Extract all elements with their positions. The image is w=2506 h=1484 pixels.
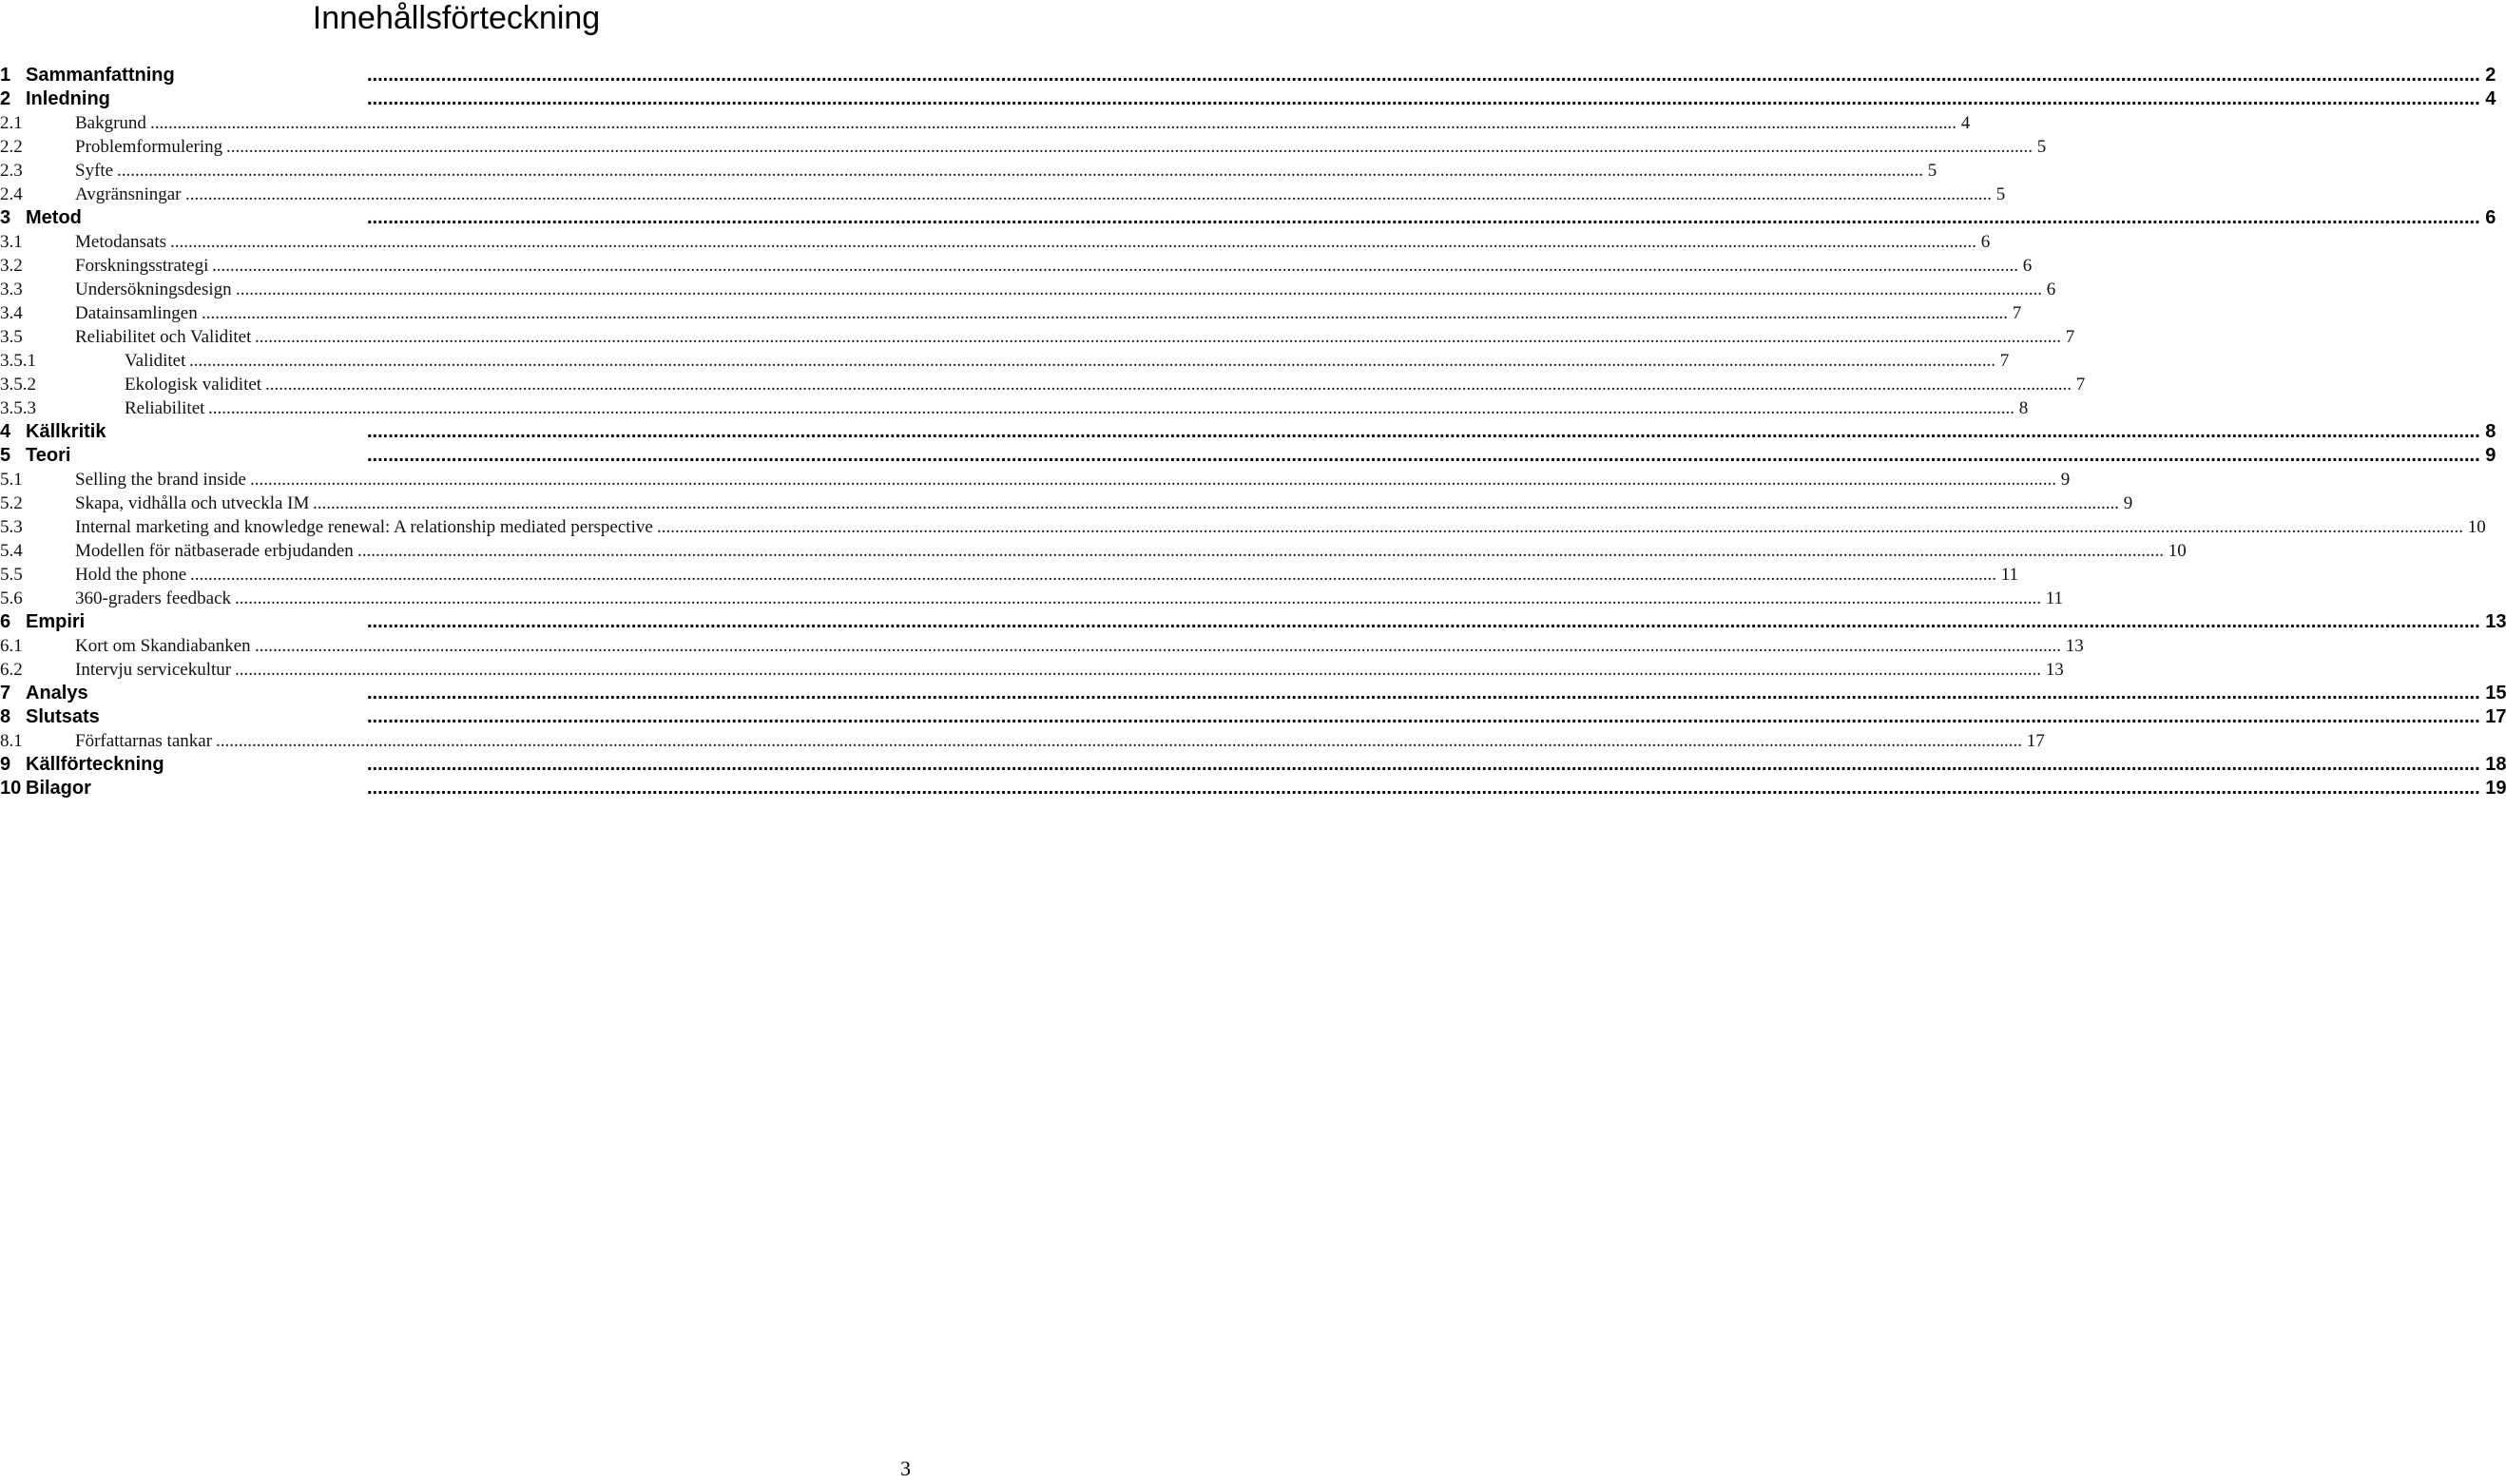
toc-entry-page: 9 [2485,445,2496,466]
toc-entry-page: 15 [2485,683,2506,703]
toc-entry-title: Forskningsstrategi [75,256,209,276]
toc-leader-dots: ................................................................................................................................................................................................................................................................................................................................................................................................................ 7 [265,375,2086,395]
toc-entry-page: 11 [2000,565,2019,585]
toc-leader-dots: ................................................................................................................................................................................................................................................................................................................................................................................................................ 7 [255,327,2075,347]
toc-entry-title: Avgränsningar [75,184,182,204]
toc-leader-dots: ................................................................................................................................................................................................................................................................................................................................................................................................................ 13 [235,660,2064,680]
toc-entry-number: 3.5 [0,327,23,347]
toc-entry-number: 5.5 [0,565,23,585]
toc-entry[interactable] [0,396,2029,420]
toc-entry[interactable] [0,373,2086,396]
toc-entry-page: 5 [1995,184,2006,204]
toc-leader-dots: ................................................................................................................................................................................................................................................................................................................................................................................................................ 13 [255,636,2084,656]
toc-entry-title: Inledning [26,88,110,109]
toc-entry[interactable] [0,610,2506,634]
toc-entry[interactable] [0,587,2064,610]
toc-entry[interactable] [0,135,2047,159]
toc-entry-page: 8 [2485,421,2496,442]
toc-leader-dots: ................................................................................................................................................................................................................................................................................................................................................................................................................ 7 [202,303,2022,323]
toc-entry-title: Reliabilitet [125,398,205,418]
toc-leader-dots: ................................................................................................................................................................................................................................................................................................................................................................................................................ 18 [367,754,2506,775]
toc-entry-title: Modellen för nätbaserade erbjudanden [75,541,354,561]
toc-entry-title: Bilagor [26,778,91,799]
toc-leader-dots: ................................................................................................................................................................................................................................................................................................................................................................................................................ 11 [235,588,2064,608]
toc-entry[interactable] [0,183,2006,206]
toc-leader-dots: ................................................................................................................................................................................................................................................................................................................................................................................................................ 7 [189,351,2010,371]
toc-leader-dots: ................................................................................................................................................................................................................................................................................................................................................................................................................ 15 [367,683,2506,703]
toc-entry-number: 3.5.3 [0,398,36,418]
toc-leader-dots: ................................................................................................................................................................................................................................................................................................................................................................................................................ 5 [226,137,2047,157]
toc-entry-page: 5 [2036,137,2047,157]
toc-entry-number: 6.2 [0,660,23,680]
toc-entry-title: Analys [26,683,88,703]
toc-leader-dots: ................................................................................................................................................................................................................................................................................................................................................................................................................ 4 [150,113,1971,133]
toc-entry[interactable] [0,634,2084,658]
toc-entry-page: 7 [1999,351,2010,371]
toc-entry-title: Ekologisk validitet [125,375,262,395]
toc-entry[interactable] [0,254,2033,278]
toc-entry-number: 3.5.2 [0,375,36,395]
toc-entry-number: 7 [0,683,11,703]
toc-leader-dots: ................................................................................................................................................................................................................................................................................................................................................................................................................ 9 [250,470,2071,490]
toc-entry-title: Författarnas tankar [75,731,213,751]
toc-entry-title: Metod [26,207,82,228]
toc-entry[interactable] [0,444,2496,468]
toc-entry-number: 10 [0,778,22,799]
toc-entry-number: 5 [0,445,11,466]
toc-entry-page: 10 [2168,541,2187,561]
toc-leader-dots: ................................................................................................................................................................................................................................................................................................................................................................................................................ 9 [313,493,2133,513]
toc-entry[interactable] [0,87,2496,111]
toc-entry[interactable] [0,491,2133,515]
toc-entry-page: 13 [2065,636,2084,656]
toc-leader-dots: ................................................................................................................................................................................................................................................................................................................................................................................................................ 10 [357,541,2187,561]
toc-leader-dots: ................................................................................................................................................................................................................................................................................................................................................................................................................ 6 [236,279,2056,299]
toc-entry-page: 18 [2485,754,2506,775]
toc-entry-number: 4 [0,421,11,442]
toc-entry-page: 4 [1960,113,1971,133]
toc-entry-number: 3.4 [0,303,23,323]
toc-entry-title: Teori [26,445,71,466]
toc-entry-number: 2 [0,88,11,109]
toc-leader-dots: ................................................................................................................................................................................................................................................................................................................................................................................................................ 10 [657,517,2486,537]
toc-entry-page: 17 [2485,706,2506,727]
toc-entry[interactable] [0,729,2045,753]
toc-entry-page: 7 [2012,303,2022,323]
toc-entry-title: Problemformulering [75,137,223,157]
toc-entry-title: Kort om Skandiabanken [75,636,251,656]
toc-entry-number: 6 [0,611,11,632]
toc-entry-page: 17 [2026,731,2045,751]
toc-entry[interactable] [0,420,2496,444]
toc-entry-page: 6 [2022,256,2033,276]
toc-entry[interactable] [0,206,2496,230]
toc-entry-page: 9 [2123,493,2133,513]
toc-entry-title: Syfte [75,161,114,181]
toc-entry-number: 2.1 [0,113,23,133]
toc-leader-dots: ................................................................................................................................................................................................................................................................................................................................................................................................................ 9 [367,445,2496,466]
toc-leader-dots: ................................................................................................................................................................................................................................................................................................................................................................................................................ 5 [185,184,2006,204]
toc-entry-title: Intervju servicekultur [75,660,232,680]
toc-leader-dots: ................................................................................................................................................................................................................................................................................................................................................................................................................ 8 [367,421,2496,442]
toc-entry-page: 8 [2018,398,2029,418]
toc-entry-title: Källkritik [26,421,106,442]
toc-entry-number: 2.2 [0,137,23,157]
toc-entry[interactable] [0,658,2064,682]
toc-entry-title: Empiri [26,611,86,632]
toc-entry-number: 6.1 [0,636,23,656]
toc-entry-title: Hold the phone [75,565,187,585]
toc-entry-page: 10 [2467,517,2486,537]
toc-entry-number: 5.2 [0,493,23,513]
toc-entry-number: 3.5.1 [0,351,36,371]
toc-entry-number: 1 [0,65,11,86]
toc-entry-number: 3 [0,207,11,228]
toc-entry[interactable] [0,64,2496,87]
toc-entry[interactable] [0,515,2486,539]
toc-entry-page: 7 [2065,327,2075,347]
toc-entry-page: 6 [2046,279,2056,299]
toc-leader-dots: ................................................................................................................................................................................................................................................................................................................................................................................................................ 17 [367,706,2506,727]
toc-leader-dots: ................................................................................................................................................................................................................................................................................................................................................................................................................ 5 [117,161,1937,181]
toc-entry-title: Bakgrund [75,113,146,133]
toc-entry-title: Reliabilitet och Validitet [75,327,252,347]
toc-entry-number: 3.2 [0,256,23,276]
toc-entry[interactable] [0,278,2056,301]
toc-entry[interactable] [0,325,2075,349]
page-number: 3 [900,1456,911,1480]
toc-entry-number: 3.1 [0,232,23,252]
page-title: Innehållsförteckning [312,0,601,36]
toc-entry-page: 2 [2485,65,2496,86]
toc-entry[interactable] [0,682,2506,705]
toc-entry-number: 5.3 [0,517,23,537]
toc-entry-number: 5.1 [0,470,23,490]
toc-entry-number: 8.1 [0,731,23,751]
toc-entry-title: Skapa, vidhålla och utveckla IM [75,493,310,513]
toc-leader-dots: ................................................................................................................................................................................................................................................................................................................................................................................................................ 6 [367,207,2496,228]
toc-entry[interactable] [0,468,2071,491]
toc-entry-page: 5 [1927,161,1937,181]
toc-leader-dots: ................................................................................................................................................................................................................................................................................................................................................................................................................ 6 [170,232,1991,252]
toc-entry[interactable] [0,777,2506,800]
toc-entry-title: Datainsamlingen [75,303,198,323]
toc-leader-dots: ................................................................................................................................................................................................................................................................................................................................................................................................................ 8 [208,398,2029,418]
toc-leader-dots: ................................................................................................................................................................................................................................................................................................................................................................................................................ 17 [216,731,2045,751]
toc-entry-number: 5.6 [0,588,23,608]
toc-entry-title: 360-graders feedback [75,588,232,608]
toc-entry[interactable] [0,563,2019,587]
toc-entry-title: Selling the brand inside [75,470,246,490]
toc-leader-dots: ................................................................................................................................................................................................................................................................................................................................................................................................................ 13 [367,611,2506,632]
toc-entry-title: Undersökningsdesign [75,279,232,299]
toc-entry-title: Validitet [125,351,186,371]
toc-entry[interactable] [0,539,2187,563]
toc-entry-title: Internal marketing and knowledge renewal: A relationship mediated perspective [75,517,653,537]
toc-entry[interactable] [0,159,1937,183]
toc-entry-page: 11 [2045,588,2064,608]
toc-entry[interactable] [0,111,1971,135]
toc-leader-dots: ................................................................................................................................................................................................................................................................................................................................................................................................................ 2 [367,65,2496,86]
toc-entry-page: 6 [1980,232,1991,252]
toc-entry-number: 8 [0,706,11,727]
toc-entry-page: 7 [2075,375,2086,395]
toc-entry-page: 4 [2485,88,2496,109]
toc-entry[interactable] [0,705,2506,729]
toc-entry[interactable] [0,230,1991,254]
toc-entry-number: 3.3 [0,279,23,299]
toc-leader-dots: ................................................................................................................................................................................................................................................................................................................................................................................................................ 4 [367,88,2496,109]
table-of-contents [0,64,2506,800]
toc-entry-title: Sammanfattning [26,65,175,86]
toc-entry-page: 19 [2485,778,2506,799]
toc-entry-title: Slutsats [26,706,100,727]
toc-entry-page: 13 [2485,611,2506,632]
toc-entry[interactable] [0,753,2506,777]
toc-entry[interactable] [0,349,2010,373]
toc-entry-number: 2.3 [0,161,23,181]
toc-entry-number: 5.4 [0,541,23,561]
toc-leader-dots: ................................................................................................................................................................................................................................................................................................................................................................................................................ 6 [212,256,2033,276]
toc-entry[interactable] [0,301,2022,325]
toc-entry-number: 2.4 [0,184,23,204]
toc-entry-title: Metodansats [75,232,167,252]
toc-entry-number: 9 [0,754,11,775]
toc-leader-dots: ................................................................................................................................................................................................................................................................................................................................................................................................................ 11 [190,565,2019,585]
toc-leader-dots: ................................................................................................................................................................................................................................................................................................................................................................................................................ 19 [367,778,2506,799]
toc-entry-page: 9 [2060,470,2071,490]
toc-entry-page: 6 [2485,207,2496,228]
toc-entry-page: 13 [2045,660,2064,680]
toc-entry-title: Källförteckning [26,754,164,775]
